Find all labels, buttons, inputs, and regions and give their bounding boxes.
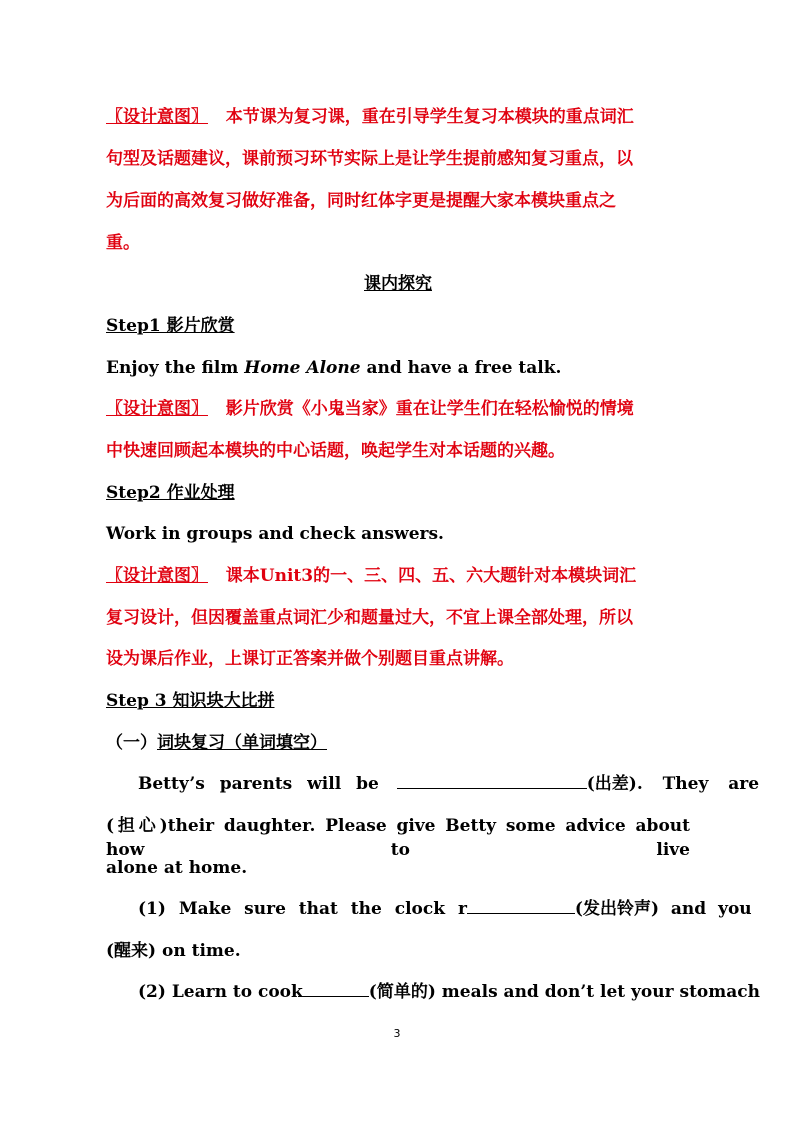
step1-heading: Step1 影片欣赏 — [106, 316, 235, 336]
design-intent-tag: 〖设计意图〗 — [106, 566, 208, 586]
step3-subheading: （一）词块复习（单词填空） — [106, 733, 327, 753]
step1-text: Enjoy the film Home Alone and have a free talk. — [106, 358, 562, 378]
answer-blank[interactable] — [397, 772, 587, 789]
design-intent-1-line-4: 重。 — [106, 233, 140, 253]
exercise-item-1-line-1: (1) Make sure that the clock r (发出铃声) and you — [138, 899, 752, 919]
answer-blank[interactable] — [303, 980, 369, 997]
answer-blank[interactable] — [467, 897, 575, 914]
step2-heading: Step2 作业处理 — [106, 483, 235, 503]
exercise-paragraph-line-2: (担心)their daughter. Please give Betty some advice about how to live — [106, 816, 690, 860]
exercise-paragraph-line-1: Betty’s parents will be (出差). They are — [138, 774, 760, 794]
design-intent-3-line-1: 〖设计意图〗 课本Unit3的一、三、四、五、六大题针对本模块词汇 — [106, 566, 637, 586]
design-intent-1-line-2: 句型及话题建议，课前预习环节实际上是让学生提前感知复习重点，以 — [106, 149, 633, 169]
step2-text: Work in groups and check answers. — [106, 524, 444, 544]
design-intent-tag: 〖设计意图〗 — [106, 107, 208, 127]
design-intent-1-line-1: 〖设计意图〗 本节课为复习课，重在引导学生复习本模块的重点词汇 — [106, 107, 634, 127]
design-intent-2-line-2: 中快速回顾起本模块的中心话题，唤起学生对本话题的兴趣。 — [106, 441, 565, 461]
film-title: Home Alone — [244, 358, 361, 378]
exercise-item-1-line-2: (醒来) on time. — [106, 941, 241, 961]
design-intent-1-line-3: 为后面的高效复习做好准备，同时红体字更是提醒大家本模块重点之 — [106, 191, 616, 211]
exercise-paragraph-line-3: alone at home. — [106, 858, 248, 878]
design-intent-3-line-3: 设为课后作业，上课订正答案并做个别题目重点讲解。 — [106, 649, 514, 669]
exercise-item-2-line-1: (2) Learn to cook (简单的) meals and don’t let your stomach — [138, 982, 760, 1002]
design-intent-3-line-2: 复习设计，但因覆盖重点词汇少和题量过大，不宜上课全部处理，所以 — [106, 608, 633, 628]
section-title: 课内探究 — [364, 274, 432, 294]
page-number: 3 — [393, 1027, 401, 1040]
step3-heading: Step 3 知识块大比拼 — [106, 691, 275, 711]
design-intent-2-line-1: 〖设计意图〗 影片欣赏《小鬼当家》重在让学生们在轻松愉悦的情境 — [106, 399, 634, 419]
design-intent-tag: 〖设计意图〗 — [106, 399, 208, 419]
